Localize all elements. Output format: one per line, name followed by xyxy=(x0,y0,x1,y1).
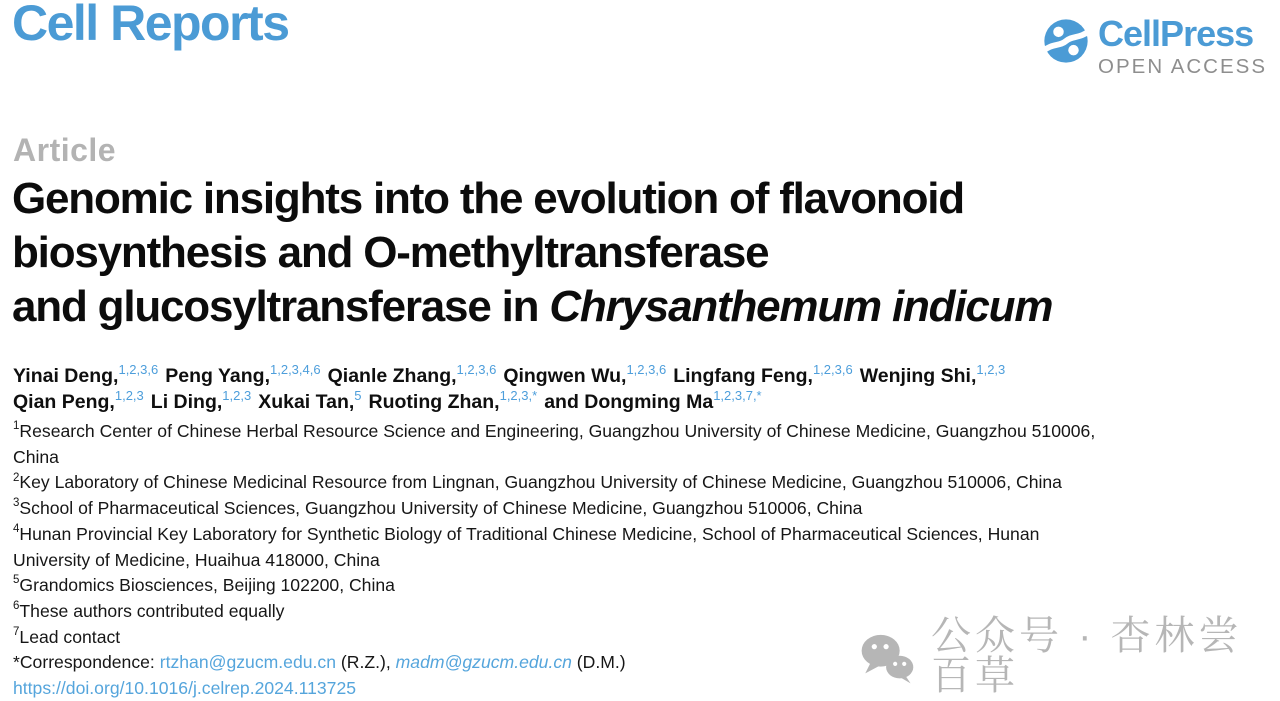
correspondence-label: *Correspondence: xyxy=(13,652,160,673)
journal-logo: Cell Reports xyxy=(12,0,289,51)
author-affil-sup: 1,2,3,6 xyxy=(118,361,159,377)
author-affil-sup: 5 xyxy=(354,387,362,403)
title-line-2: biosynthesis and O-methyltransferase xyxy=(12,228,769,277)
article-kicker: Article xyxy=(13,132,117,168)
title-line-3: and glucosyltransferase in Chrysanthemum indicum xyxy=(12,282,1053,331)
author-affil-sup: 1,2,3,4,6 xyxy=(270,361,321,377)
cellpress-swirl-icon xyxy=(1041,16,1091,66)
author: and Dongming $Ma^{1,2,3,7,*}$ xyxy=(544,387,762,413)
wechat-icon xyxy=(858,630,916,686)
author-affil-sup: 1,2,3,7,* xyxy=(713,387,762,403)
author-list xyxy=(13,363,1005,415)
author: Ruoting Zhan,$^{1,2,3,*}$ xyxy=(368,387,538,413)
author-line-1 xyxy=(13,363,1005,389)
footnote-equal-contribution: $^6$These authors contributed equally xyxy=(13,600,285,621)
author-affil-sup: 1,2,3,6 xyxy=(626,361,667,377)
affiliation: $^3$School of Pharmaceutical Sciences, Guangzhou University of Chinese Medicine, Guangzhou 510006, China xyxy=(13,497,863,519)
author: Wenjing Shi,$^{1,2,3}$ xyxy=(859,361,1006,387)
author: Xukai Tan,$^5$ xyxy=(258,387,362,413)
author-affil-sup: 1,2,3 xyxy=(114,387,144,403)
author-line-2 xyxy=(13,389,1005,415)
species-name: Chrysanthemum indicum xyxy=(549,282,1053,331)
affiliation: $^5$Grandomics Biosciences, Beijing 102200, China xyxy=(13,574,395,596)
author: Qianle Zhang,$^{1,2,3,6}$ xyxy=(327,361,497,387)
author-affil-sup: 1,2,3 xyxy=(976,361,1006,377)
affiliation-continuation: University of Medicine, Huaihua 418000, China xyxy=(13,549,380,570)
author: Lingfang Feng,$^{1,2,3,6}$ xyxy=(673,361,853,387)
author: Li Ding,$^{1,2,3}$ xyxy=(150,387,252,413)
open-access-label: OPEN ACCESS xyxy=(1098,55,1267,78)
correspondence-email-1[interactable]: rtzhan@gzucm.edu.cn xyxy=(159,652,337,673)
publisher-text xyxy=(1098,14,1267,79)
author: Qingwen Wu,$^{1,2,3,6}$ xyxy=(503,361,667,387)
author-affil-sup: 1,2,3,6 xyxy=(456,361,497,377)
affiliation: $^4$Hunan Provincial Key Laboratory for Synthetic Biology of Traditional Chinese Medicine, School of Pharmaceutical Sciences, Hunan xyxy=(13,522,1040,544)
author-affil-sup: 1,2,3,* xyxy=(499,387,538,403)
doi-link[interactable]: https://doi.org/10.1016/j.celrep.2024.113725 xyxy=(13,678,357,699)
correspondence-email-2[interactable]: madm@gzucm.edu.cn xyxy=(395,652,572,673)
footnote-lead-contact: $^7$Lead contact xyxy=(13,625,121,647)
correspondence-line: *Correspondence: rtzhan@gzucm.edu.cn (R.Z.), madm@gzucm.edu.cn (D.M.) xyxy=(13,652,626,673)
watermark-text: 公众号 · 杏林尝百草 xyxy=(931,614,1243,698)
article-title xyxy=(12,172,1052,334)
affiliation: $^2$Key Laboratory of Chinese Medicinal Resource from Lingnan, Guangzhou University of Chinese Medicine, Guangzhou 510006, China xyxy=(13,471,1062,493)
publisher-name: CellPress xyxy=(1098,13,1254,54)
author-affil-sup: 1,2,3 xyxy=(222,387,252,403)
wechat-watermark xyxy=(858,616,1280,700)
author: Qian Peng,$^{1,2,3}$ xyxy=(13,387,144,413)
author: Peng Yang,$^{1,2,3,4,6}$ xyxy=(165,361,321,387)
affiliation-continuation: China xyxy=(13,446,59,467)
affiliation: $^1$Research Center of Chinese Herbal Resource Science and Engineering, Guangzhou University of Chinese Medicine, Guangzhou 510006, xyxy=(13,420,1096,441)
author-affil-sup: 1,2,3,6 xyxy=(812,361,853,377)
author: Yinai Deng,$^{1,2,3,6}$ xyxy=(13,361,159,387)
title-line-1: Genomic insights into the evolution of flavonoid xyxy=(12,174,964,223)
publisher-block xyxy=(1041,14,1267,79)
